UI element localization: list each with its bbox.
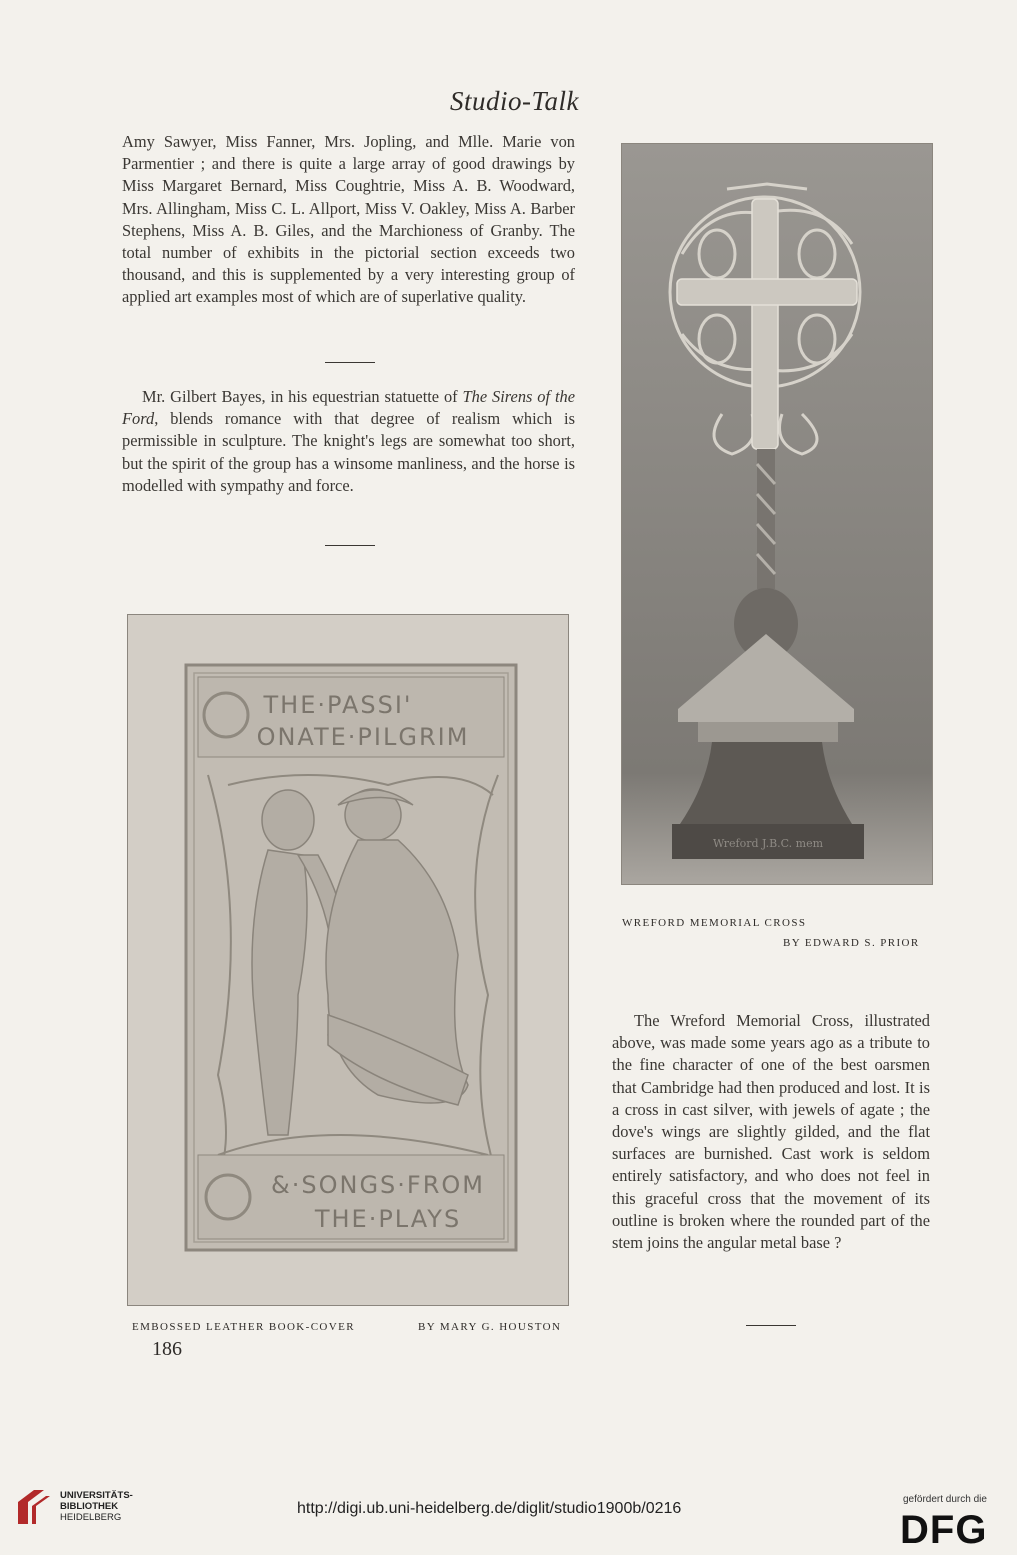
cover-title-bottom: &·SONGS·FROM <box>271 1171 485 1199</box>
footer-url-link[interactable]: http://digi.ub.uni-heidelberg.de/diglit/studio1900b/0216 <box>297 1500 682 1517</box>
library-name <box>60 1490 133 1523</box>
left-text-column <box>122 131 575 309</box>
page-number: 186 <box>152 1338 182 1360</box>
library-line-2: BIBLIOTHEK <box>60 1501 119 1512</box>
funding-note: gefördert durch die <box>903 1494 987 1505</box>
left-text-column-2 <box>122 386 575 497</box>
base-inscription: Wreford J.B.C. mem <box>712 837 824 850</box>
paragraph-wreford: The Wreford Memorial Cross, illustrated above, was made some years ago as a tribute to the fine character of one of the best oarsmen that Cambridge had then produced and lost. It is a cross in cast silver, with jewels of agate ; the dove's wings are slightly gilded, and the flat surfaces are burnished. Cast work is seldom entirely satisfactory, and who does not feel in this graceful cross that the movement of its outline is broken where the rounded part of the stem joins the angular metal base ? <box>612 1011 930 1253</box>
cover-title-bottom-2: THE·PLAYS <box>314 1205 462 1233</box>
paragraph-exhibitors: Amy Sawyer, Miss Fanner, Mrs. Jopling, and Mlle. Marie von Parmentier ; and there is quite a large array of good drawings by Miss Margaret Bernard, Miss Coughtrie, Miss A. B. Woodward, Mrs. Allingham, Miss C. L. Allport, Miss V. Oakley, Miss A. Barber Stephens, Miss A. B. Giles, and the Marchioness of Granby. The total number of exhibits in the pictorial section exceeds two thousand, and this is supplemented by a very interesting group of applied art examples most of which are of superlative quality. <box>122 132 575 307</box>
cross-caption: WREFORD MEMORIAL CROSS <box>622 917 807 929</box>
right-text-column <box>612 1010 930 1254</box>
cross-credit: BY EDWARD S. PRIOR <box>783 937 920 949</box>
library-line-1: UNIVERSITÄTS- <box>60 1490 133 1501</box>
section-divider-2 <box>325 545 375 546</box>
book-cover-image <box>128 615 568 1305</box>
cover-title-top-2: ONATE·PILGRIM <box>256 723 470 751</box>
section-divider <box>325 362 375 363</box>
book-cover-caption: EMBOSSED LEATHER BOOK-COVER <box>132 1321 355 1333</box>
section-divider-3 <box>746 1325 796 1326</box>
paragraph-bayes <box>122 386 575 497</box>
dfg-logo: DFG <box>900 1508 988 1552</box>
artwork-title: The Sirens of the Ford <box>122 387 575 429</box>
paragraph-bayes-start: Mr. Gilbert Bayes, in his equestrian statuette of <box>142 387 463 406</box>
cover-title-top: THE·PASSI' <box>263 691 413 719</box>
paragraph-bayes-end: , blends romance with that degree of realism which is permissible in sculpture. The knight's legs are somewhat too short, but the spirit of the group has a winsome manliness, and the horse is modelled with sympathy and force. <box>122 409 575 495</box>
library-line-3: HEIDELBERG <box>60 1512 122 1523</box>
book-cover-credit: BY MARY G. HOUSTON <box>418 1321 562 1333</box>
book-cover-plate <box>127 614 569 1306</box>
memorial-cross-image <box>622 144 932 884</box>
library-logo-icon <box>14 1488 52 1526</box>
memorial-cross-plate <box>621 143 933 885</box>
running-title: Studio-Talk <box>450 86 580 116</box>
library-logo <box>14 1488 52 1526</box>
